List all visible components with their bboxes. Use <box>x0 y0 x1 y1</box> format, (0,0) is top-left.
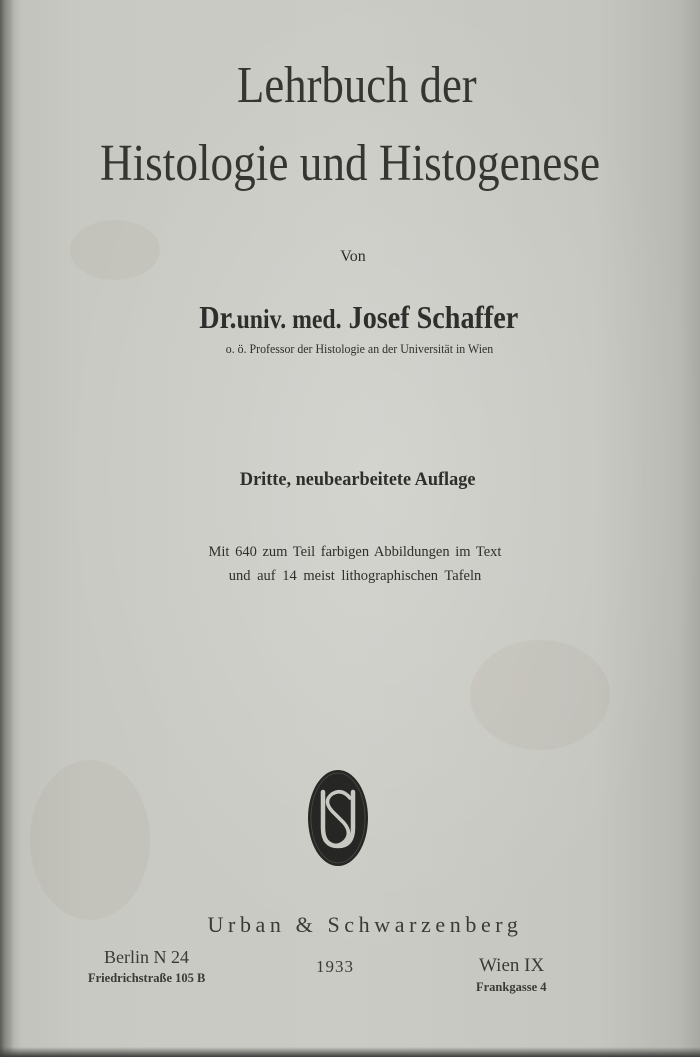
book-title-line-2: Histologie und Histogenese <box>99 135 601 192</box>
author-affiliation: o. ö. Professor der Histologie an der Universität in Wien <box>225 342 494 356</box>
publisher-address-wien: Frankgasse 4 <box>476 980 547 994</box>
paper-stain <box>30 760 150 920</box>
author-degree: univ. med. <box>236 304 342 334</box>
publisher-monogram-icon <box>306 768 370 868</box>
byline: Von <box>340 248 366 265</box>
illustration-note-line-2: und auf 14 meist lithographischen Tafeln <box>228 568 482 584</box>
edition-statement: Dritte, neubearbeitete Auflage <box>239 469 476 490</box>
author-full-name: Josef Schaffer <box>348 299 519 335</box>
publisher-city-wien: Wien IX <box>479 955 545 976</box>
publisher-name: Urban & Schwarzenberg <box>207 912 523 937</box>
publisher-address-berlin: Friedrichstraße 105 B <box>88 971 206 985</box>
page-binding-shadow <box>0 0 14 1057</box>
page-bottom-shadow <box>0 1047 700 1057</box>
publisher-city-berlin: Berlin N 24 <box>104 947 189 967</box>
paper-stain <box>470 640 610 750</box>
illustration-note-line-1: Mit 640 zum Teil farbigen Abbildungen im Text <box>208 544 502 560</box>
author-name <box>42 301 658 333</box>
author-prefix: Dr. <box>199 299 237 335</box>
publication-year: 1933 <box>316 957 354 976</box>
book-title-line-1: Lehrbuch der <box>237 57 477 114</box>
